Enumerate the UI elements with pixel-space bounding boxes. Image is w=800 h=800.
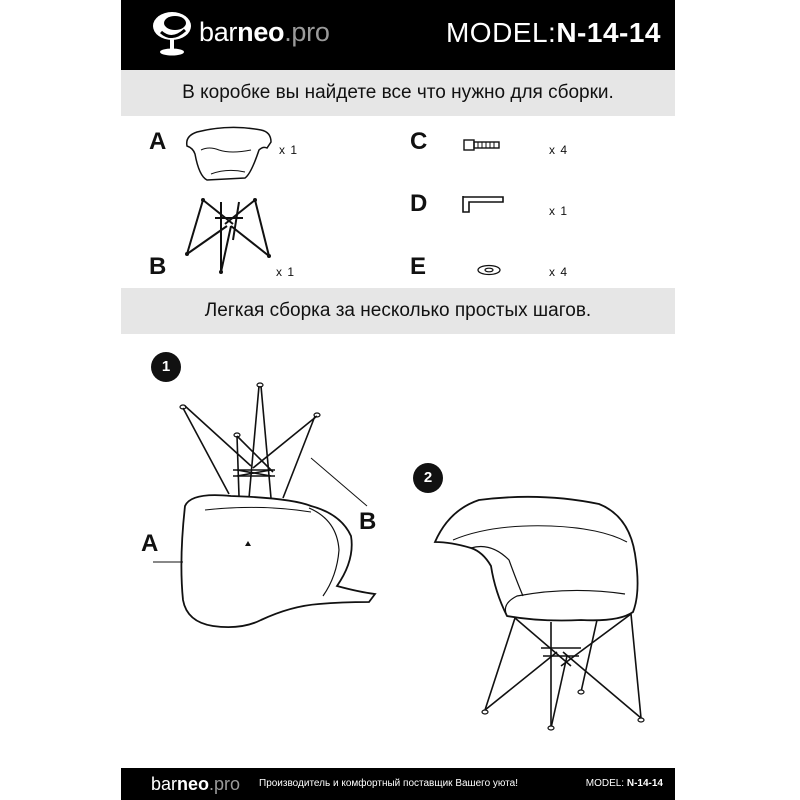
chair-logo-icon	[151, 10, 193, 58]
contents-banner: В коробке вы найдете все что нужно для сборки.	[121, 70, 675, 116]
hex-key-icon	[461, 194, 505, 216]
part-qty-a: x 1	[279, 143, 299, 157]
part-qty-b: x 1	[276, 265, 296, 279]
part-letter-d: D	[410, 190, 428, 217]
eiffel-base-icon	[181, 196, 277, 276]
steps-banner: Легкая сборка за несколько простых шагов.	[121, 288, 675, 334]
part-qty-c: x 4	[549, 143, 569, 157]
step-2-illustration	[431, 496, 651, 728]
armchair-seat-icon	[179, 124, 279, 184]
step-1-callout-b: B	[359, 508, 377, 535]
footer-brand-text: barneo.pro	[151, 774, 241, 794]
step-1-badge: 1	[151, 352, 181, 382]
brand-logo-text: barneo.pro	[199, 17, 330, 47]
part-letter-a: A	[149, 128, 167, 155]
step-1-callout-a: A	[141, 530, 159, 557]
bolt-icon	[463, 138, 501, 152]
part-letter-b: B	[149, 253, 167, 280]
part-letter-c: C	[410, 128, 428, 155]
model-number: MODEL:N-14-14	[445, 17, 661, 48]
part-letter-e: E	[410, 253, 427, 280]
footer-tagline: Производитель и комфортный поставщик Вашего уюта!	[259, 778, 518, 789]
washer-icon	[477, 264, 501, 276]
assembly-sheet	[121, 0, 675, 800]
header-bar	[121, 0, 675, 70]
part-qty-e: x 4	[549, 265, 569, 279]
footer-bar	[121, 768, 675, 800]
step-2-badge: 2	[413, 463, 443, 493]
part-qty-d: x 1	[549, 204, 569, 218]
footer-model-number: MODEL: N-14-14	[585, 778, 663, 789]
